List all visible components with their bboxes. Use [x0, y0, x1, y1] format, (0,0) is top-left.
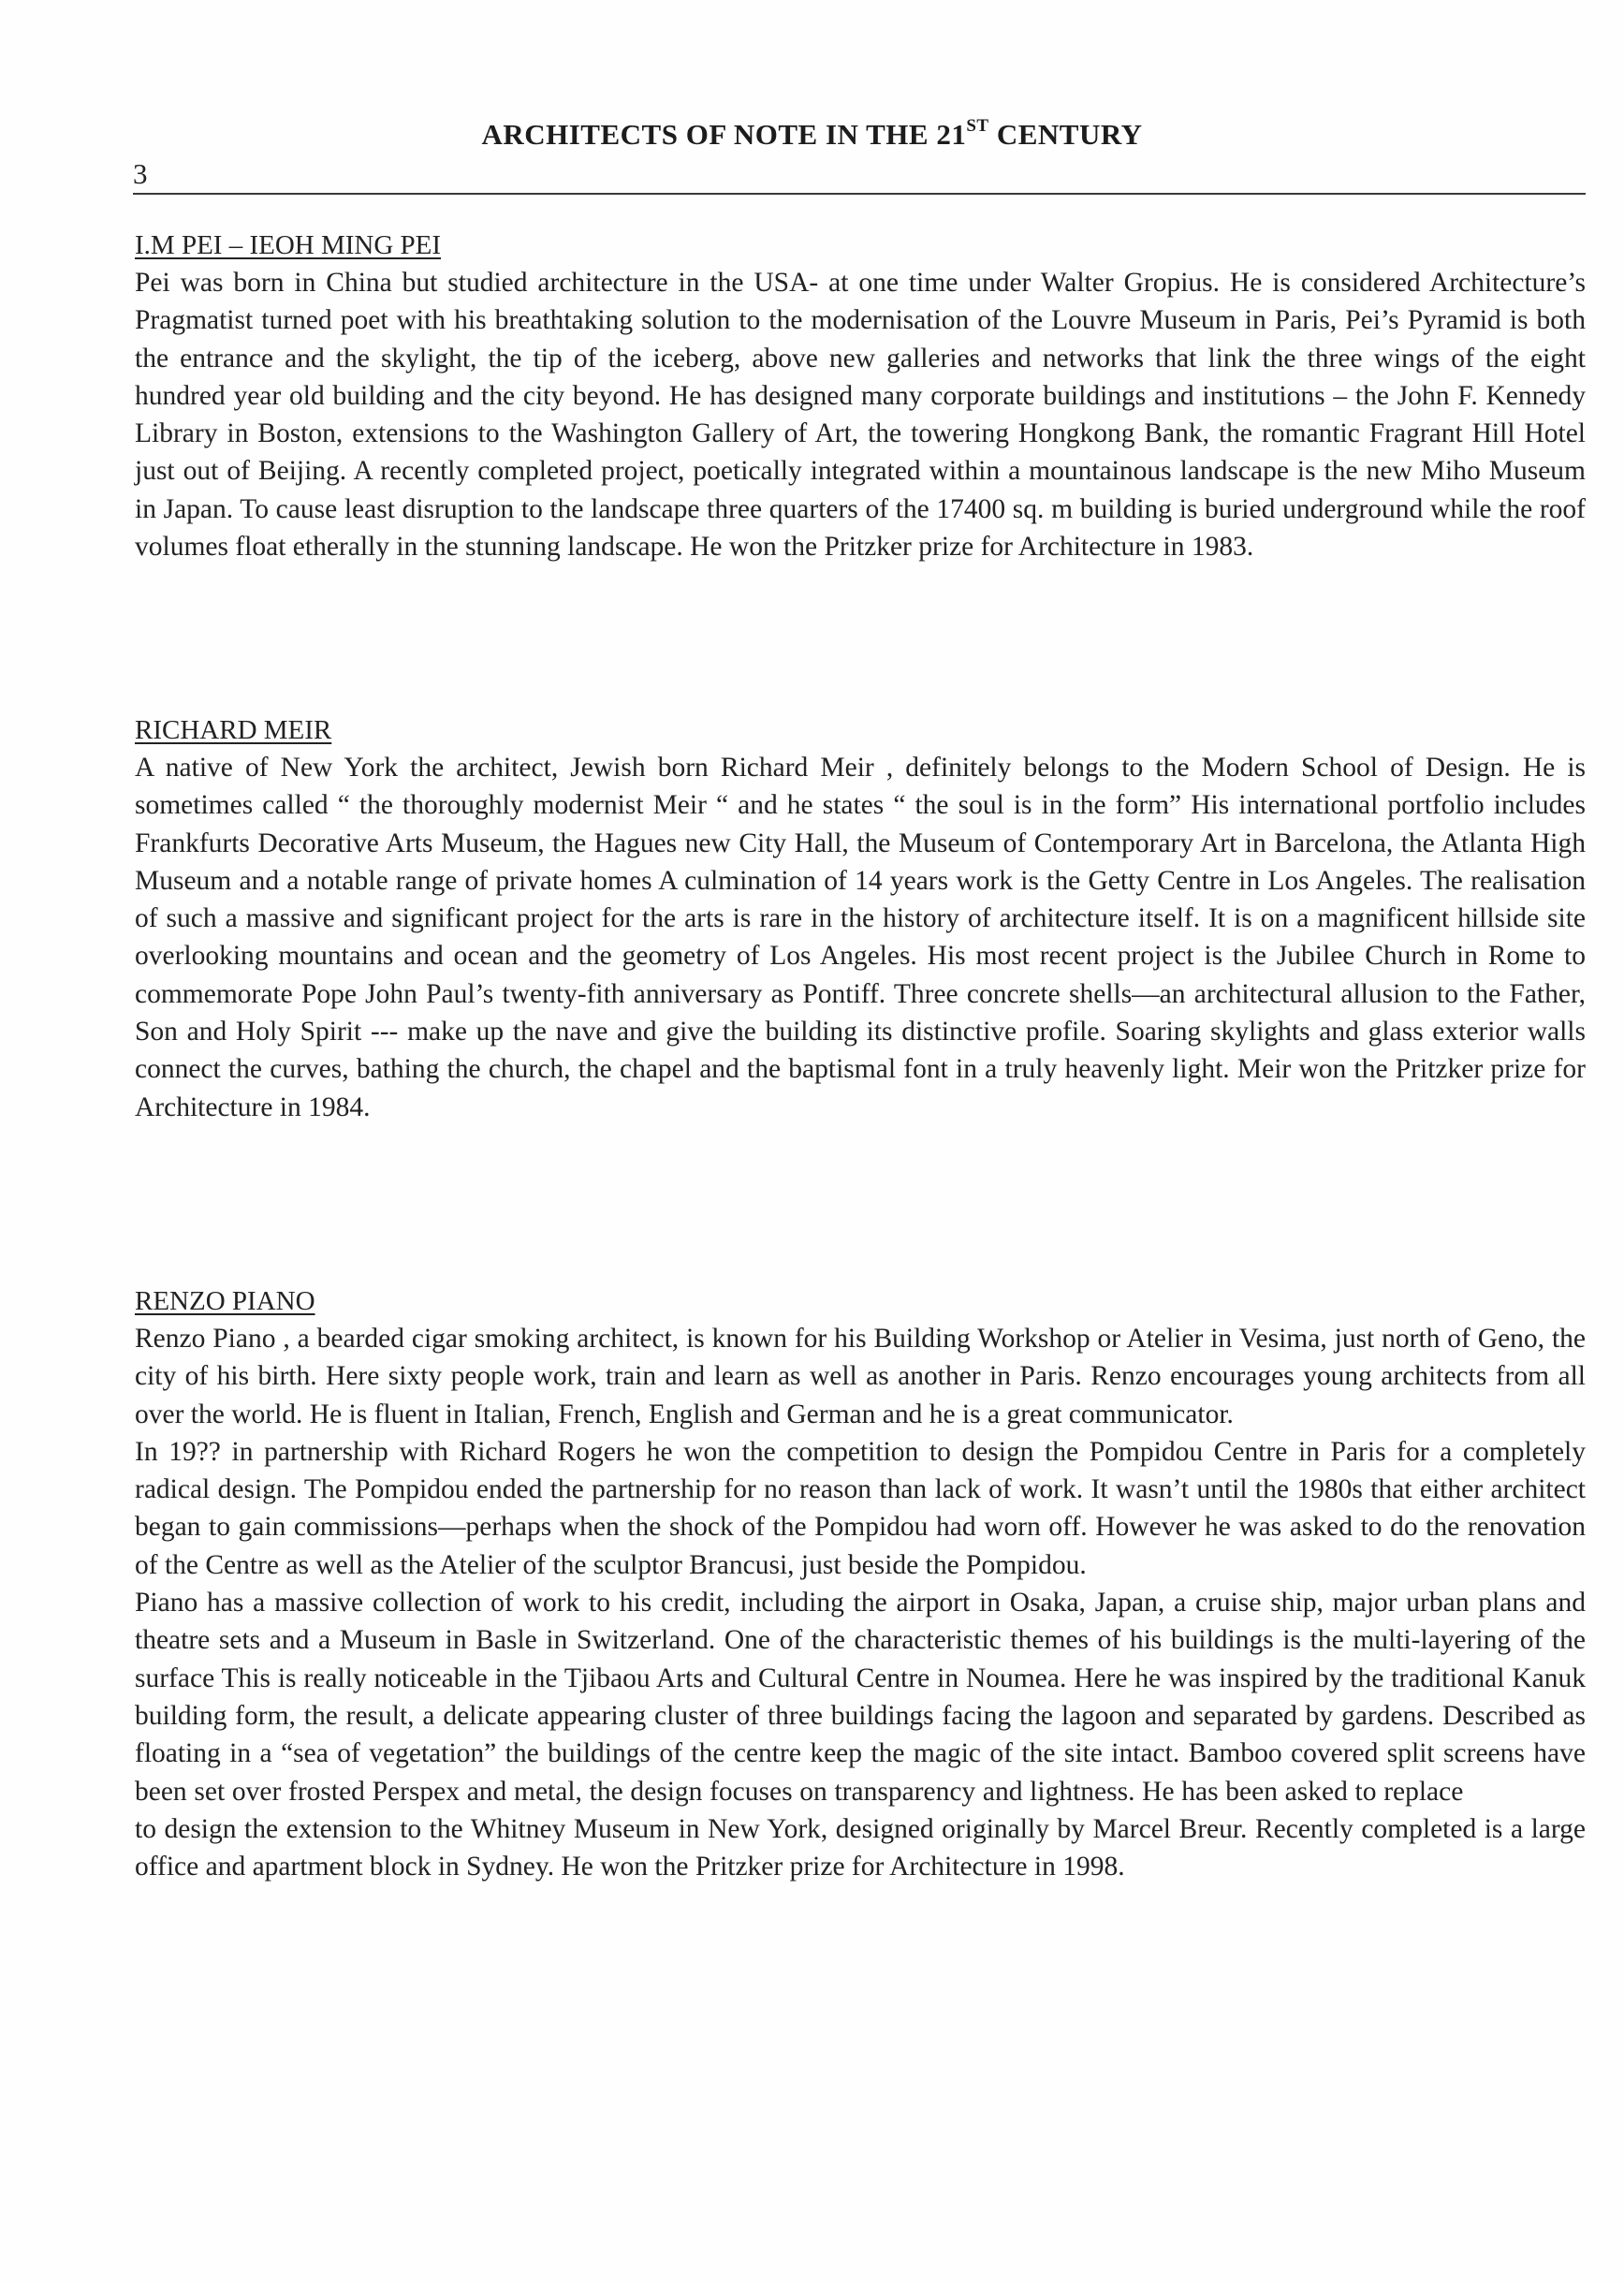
header-rule [133, 193, 1586, 195]
section-im-pei [135, 227, 1586, 565]
section-paragraph: Renzo Piano , a bearded cigar smoking architect, is known for his Building Workshop or Atelier in Vesima, just north of Geno, the city of his birth. Here sixty people work, train and learn as well as another in Paris. Renzo encourages young architects from all over the world. He is fluent in Italian, French, English and German and he is a great communicator. [135, 1324, 1586, 1429]
title-main: ARCHITECTS OF NOTE IN THE 21 [481, 118, 967, 151]
page-title [0, 118, 1624, 152]
section-richard-meir [135, 711, 1586, 1126]
section-paragraph: Pei was born in China but studied architecture in the USA- at one time under Walter Gropius. He is considered Architecture’s Pragmatist turned poet with his breathtaking solution to the modernisation of the Louvre Museum in Paris, Pei’s Pyramid is both the entrance and the skylight, the tip of the iceberg, above new galleries and networks that link the three wings of the eight hundred year old building and the city beyond. He has designed many corporate buildings and institutions – the John F. Kennedy Library in Boston, extensions to the Washington Gallery of Art, the towering Hongkong Bank, the romantic Fragrant Hill Hotel just out of Beijing. A recently completed project, poetically integrated within a mountainous landscape is the new Miho Museum in Japan. To cause least disruption to the landscape three quarters of the 17400 sq. m building is buried underground while the roof volumes float etherally in the stunning landscape. He won the Pritzker prize for Architecture in 1983. [135, 268, 1586, 563]
section-paragraph: In 19?? in partnership with Richard Rogers he won the competition to design the Pompidou Centre in Paris for a completely radical design. The Pompidou ended the partnership for no reason than lack of work. It wasn’t until the 1980s that either architect began to gain commissions—perhaps when the shock of the Pompidou had worn off. However he was asked to do the renovation of the Centre as well as the Atelier of the sculptor Brancusi, just beside the Pompidou. [135, 1436, 1586, 1580]
title-end: CENTURY [988, 118, 1143, 151]
section-heading: RENZO PIANO [135, 1286, 315, 1316]
section-paragraph: A native of New York the architect, Jewish born Richard Meir , definitely belongs to the Modern School of Design. He is sometimes called “ the thoroughly modernist Meir “ and he states “ the soul is in the form” His international portfolio includes Frankfurts Decorative Arts Museum, the Hagues new City Hall, the Museum of Contemporary Art in Barcelona, the Atlanta High Museum and a notable range of private homes A culmination of 14 years work is the Getty Centre in Los Angeles. The realisation of such a massive and significant project for the arts is rare in the history of architecture itself. It is on a magnificent hillside site overlooking mountains and ocean and the geometry of Los Angeles. His most recent project is the Jubilee Church in Rome to commemorate Pope John Paul’s twenty-fith anniversary as Pontiff. Three concrete shells—an architectural allusion to the Father, Son and Holy Spirit --- make up the nave and give the building its distinctive profile. Soaring skylights and glass exterior walls connect the curves, bathing the church, the chapel and the baptismal font in a truly heavenly light. Meir won the Pritzker prize for Architecture in 1984. [135, 753, 1586, 1122]
section-paragraph: Piano has a massive collection of work to his credit, including the airport in Osaka, Japan, a cruise ship, major urban plans and theatre sets and a Museum in Basle in Switzerland. One of the characteristic themes of his buildings is the multi-layering of the surface This is really noticeable in the Tjibaou Arts and Cultural Centre in Noumea. Here he was inspired by the traditional Kanuk building form, the result, a delicate appearing cluster of three buildings facing the lagoon and separated by gardens. Described as floating in a “sea of vegetation” the buildings of the centre keep the magic of the site intact. Bamboo covered split screens have been set over frosted Perspex and metal, the design focuses on transparency and lightness. He has been asked to replace to design the extension to the Whitney Museum in New York, designed originally by Marcel Breur. Recently completed is a large office and apartment block in Sydney. He won the Pritzker prize for Architecture in 1998. [135, 1588, 1586, 1882]
title-superscript: ST [966, 116, 989, 136]
section-heading: I.M PEI – IEOH MING PEI [135, 230, 442, 260]
page-number: 3 [133, 157, 148, 190]
section-heading: RICHARD MEIR [135, 715, 332, 745]
section-renzo-piano [135, 1282, 1586, 1885]
